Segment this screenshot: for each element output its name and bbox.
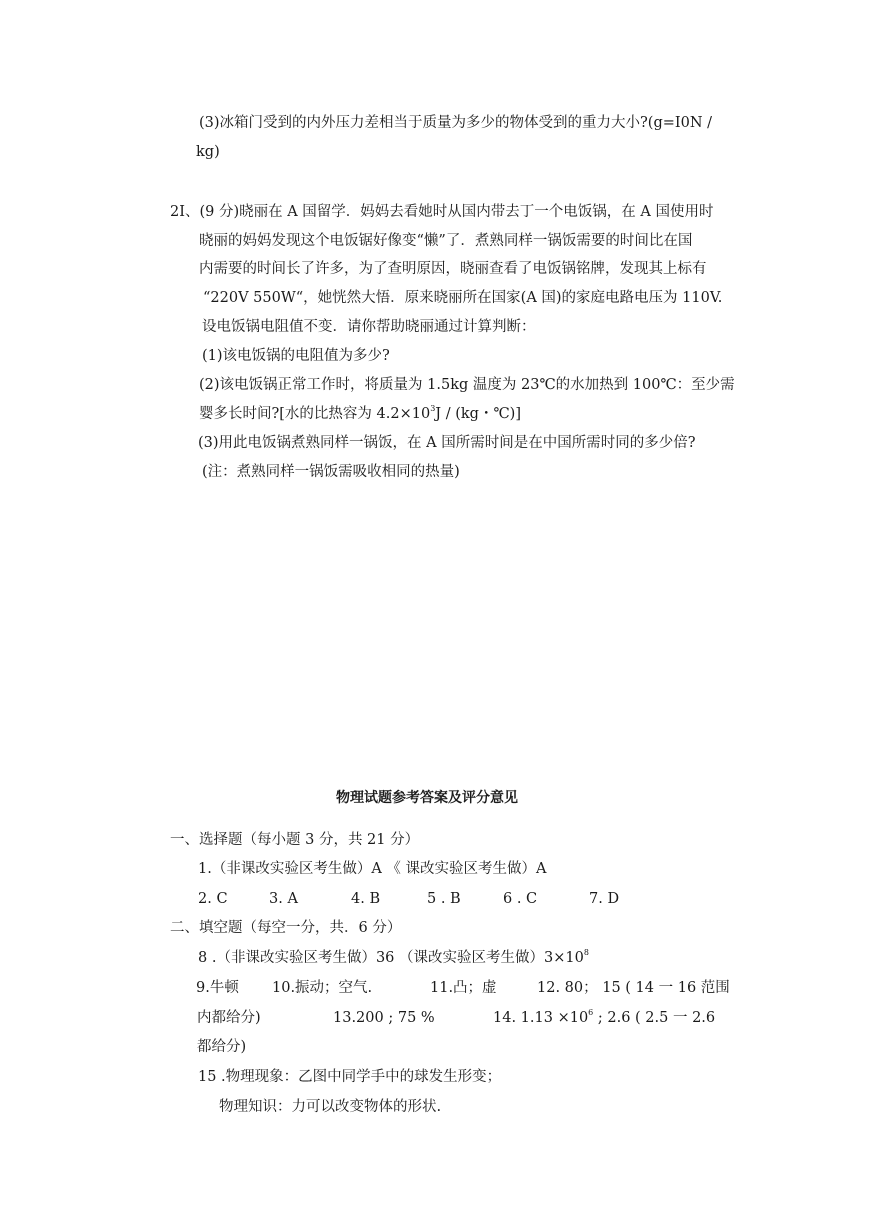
fill-row-2 [0,1008,869,1028]
answer-10: 10.振动；空气. [272,980,373,996]
mc-answer: 4. B [351,891,381,907]
q21-sub2-line1: (2)该电饭锅正常工作时，将质量为 1.5kg 温度为 23℃的水加热到 100℃：至少需 [199,377,735,393]
q21-sub2-line2-unit: J / (kg・℃)] [435,406,521,422]
answer-15-line1: 15 .物理现象：乙图中同学手中的球发生形变； [198,1069,502,1085]
q20-part3-line1: (3)冰箱门受到的内外压力差相当于质量为多少的物体受到的重力大小?(g=I0N / [199,115,713,131]
answer-11: 11.凸；虚 [430,980,497,996]
q21-line2: 晓丽的妈妈发现这个电饭锯好像变“懒”了．煮熟同样一锅饭需要的时间比在国 [199,233,693,249]
q21-line3: 内需要的时间长了许多，为了查明原因，晓丽查看了电饭锅铭牌，发现其上标有 [199,261,707,277]
answer-14 [493,1008,715,1028]
mc-answer: 5 . B [427,891,461,907]
mc-answers-row [0,889,869,909]
q21-sub2-line2-text: 婴多长时间?[水的比热容为 4.2×10 [199,406,431,422]
mc-answer: 6 . C [503,891,538,907]
fill-row-1 [0,978,869,998]
exponent: 3 [430,404,436,413]
answer-12-cont: 内都给分) [197,1010,261,1026]
answer-13: 13.200 ; 75 % [333,1010,435,1026]
answer-15-line2: 物理知识：力可以改变物体的形状. [219,1099,442,1115]
answers-title: 物理试题参考答案及评分意见 [336,790,518,806]
answer-14-text: 14. 1.13 ×10 [493,1010,589,1026]
answer-1: 1.（非课改实验区考生做）A 《 课改实验区考生做）A [198,861,547,877]
mc-answer: 2. C [198,891,228,907]
section1-heading: 一、选择题（每小题 3 分，共 21 分） [170,832,420,848]
section2-heading: 二、填空题（每空一分，共．6 分） [170,920,402,936]
exponent: 8 [583,948,589,957]
fill-row-3: 都给分) [197,1039,247,1055]
q21-sub2-line2 [199,404,521,424]
answer-9: 9.牛顿 [196,980,239,996]
q21-sub1: (1)该电饭锅的电阻值为多少? [202,348,390,364]
answer-8 [198,948,589,968]
q20-part3-line2: kg) [196,144,220,160]
q21-line4: “220V 550W“，她恍然大悟．原来晓丽所在国家(A 国)的家庭电路电压为 110V. [203,290,723,306]
q21-line5: 设电饭锅电阻值不变．请你帮助晓丽通过计算判断： [202,319,536,335]
q21-note: (注：煮熟同样一锅饭需吸收相同的热量) [202,464,460,480]
q21-line1: 2I、(9 分)晓丽在 A 国留学．妈妈去看她时从国内带去丁一个电饭锅，在 A 国使用时 [170,204,714,220]
answer-8-text: 8 .（非课改实验区考生做）36 （课改实验区考生做）3×10 [198,950,584,966]
mc-answer: 3. A [269,891,298,907]
answer-12: 12. 80； 15 ( 14 一 16 范围 [537,980,730,996]
mc-answer: 7. D [589,891,620,907]
exponent: 6 [588,1008,594,1017]
q21-sub3: (3)用此电饭锅煮熟同样一锅饭，在 A 国所需时间是在中国所需时同的多少倍? [198,435,696,451]
answer-14-tail: ; 2.6 ( 2.5 一 2.6 [593,1010,716,1026]
